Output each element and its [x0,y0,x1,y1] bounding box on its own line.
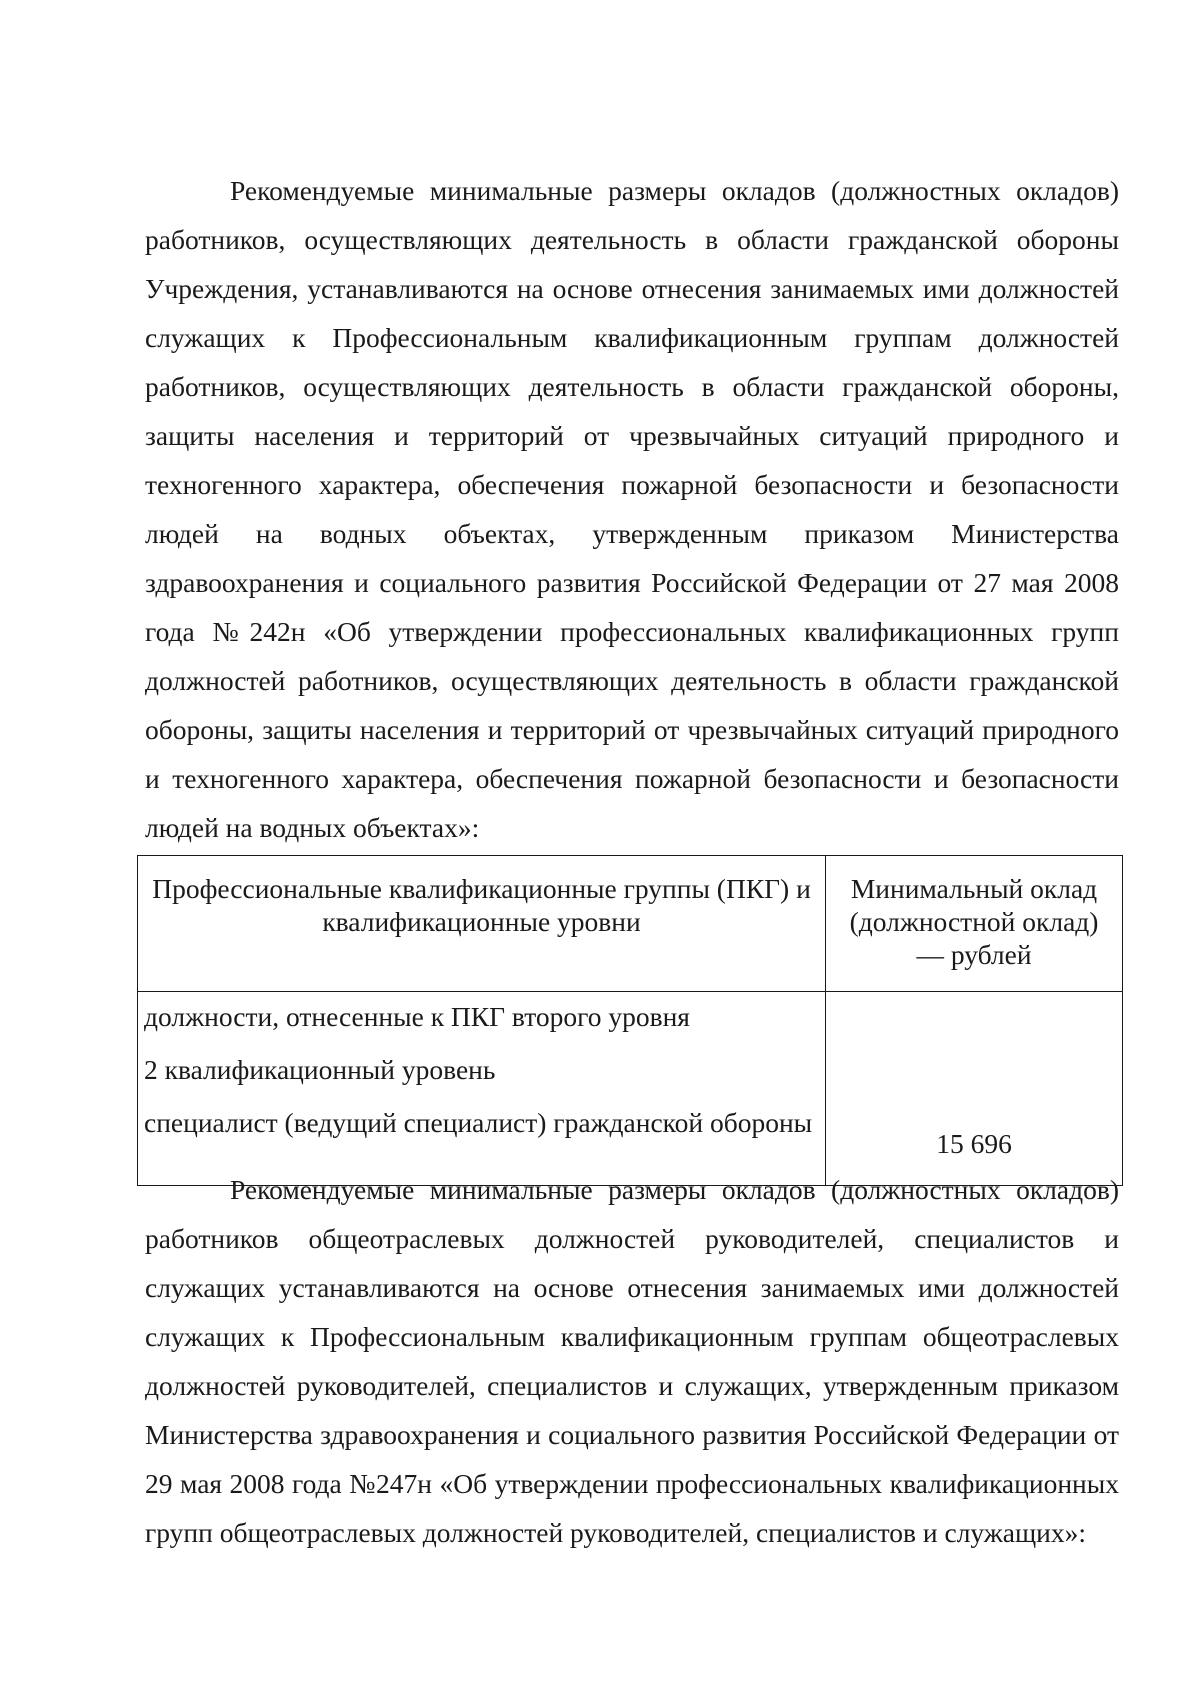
table-header-salary-text: Минимальный оклад (должностной оклад) — рублей [849,873,1099,970]
table-cell-salary [826,992,1123,1186]
table-row [138,992,1123,1186]
table-header-cell-groups [138,856,826,992]
paragraph-general-industry-salaries: Рекомендуемые минимальные размеры окладов (должностных окладов) работников общеотраслевых должностей руководителей, специалистов и служащих устанавливаются на основе отнесения занимаемых ими должностей служащих к Профессиональным квалификационным группам общеотраслевых должностей руководителей, специалистов и служащих, утвержденным приказом Министерства здравоохранения и социального развития Российской Федерации от 29 мая 2008 года №247н «Об утверждении профессиональных квалификационных групп общеотраслевых должностей руководителей, специалистов и служащих»: [145,1174,1119,1548]
qualification-level-text: 2 квалификационный уровень [144,1054,496,1085]
table-header-row [138,856,1123,992]
position-title-text: специалист (ведущий специалист) гражданской обороны [144,1107,813,1138]
table-header-cell-salary [826,856,1123,992]
salary-table [137,855,1123,1186]
qualification-group-text: должности, отнесенные к ПКГ второго уровня [144,1001,690,1032]
salary-value: 15 696 [936,1128,1012,1159]
paragraph-civil-defense-salaries: Рекомендуемые минимальные размеры окладов (должностных окладов) работников, осуществляющих деятельность в области гражданской обороны Учреждения, устанавливаются на основе отнесения занимаемых ими должностей служащих к Профессиональным квалификационным группам должностей работников, осуществляющих деятельность в области гражданской обороны, защиты населения и территорий от чрезвычайных ситуаций природного и техногенного характера, обеспечения пожарной безопасности и безопасности людей на водных объектах, утвержденным приказом Министерства здравоохранения и социального развития Российской Федерации от 27 мая 2008 года №242н «Об утверждении профессиональных квалификационных групп должностей работников, осуществляющих деятельность в области гражданской обороны, защиты населения и территорий от чрезвычайных ситуаций природного и техногенного характера, обеспечения пожарной безопасности и безопасности людей на водных объектах»: [145,175,1119,843]
table-header-groups-text: Профессиональные квалификационные группы (ПКГ) и квалификационные уровни [152,873,811,937]
table-cell-position [138,992,826,1186]
